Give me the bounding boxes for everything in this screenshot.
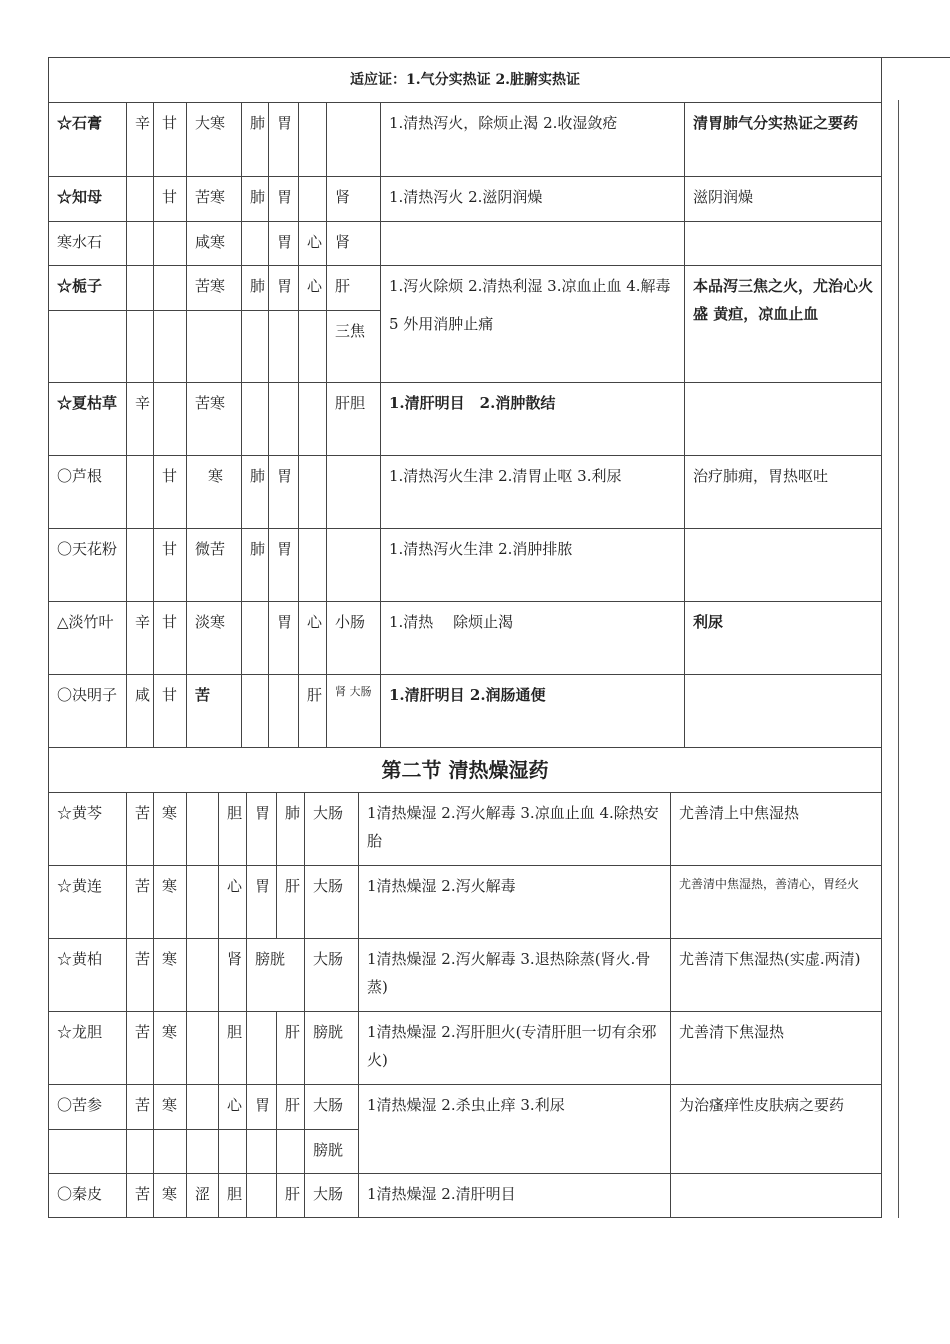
meridian: 心 [219,866,247,939]
herb-name: 寒水石 [49,222,127,266]
nature: 寒 [187,456,242,529]
meridian: 胆 [219,793,247,866]
section2-table [48,747,882,1218]
meridian: 肝 [277,1012,305,1085]
nature: 苦 [187,675,242,748]
flavor [187,939,219,1012]
note-cell: 为治瘙痒性皮肤病之要药 [671,1085,882,1174]
nature: 寒 [154,939,187,1012]
table-row [49,177,882,222]
flavor: 涩 [187,1174,219,1218]
meridian [299,456,327,529]
meridian: 膀胱 [305,1130,359,1174]
nature: 大寒 [187,103,242,177]
note-cell: 利尿 [685,602,882,675]
nature: 苦寒 [187,177,242,222]
nature: 寒 [154,793,187,866]
meridian: 胆 [219,1012,247,1085]
flavor: 苦 [127,939,154,1012]
meridian [327,456,381,529]
herb-name: 〇天花粉 [49,529,127,602]
meridian: 胃 [269,103,299,177]
nature: 苦寒 [187,383,242,456]
meridian: 胃 [269,602,299,675]
herb-name: ☆黄柏 [49,939,127,1012]
note-cell: 清胃肺气分实热证之要药 [685,103,882,177]
flavor [187,1085,219,1130]
note-cell: 尤善清中焦湿热，善清心，胃经火 [671,866,882,939]
action-cell: 1清热燥湿 2.泻火解毒 3.凉血止血 4.除热安胎 [359,793,671,866]
table-row [49,103,882,177]
table-row [49,866,882,939]
flavor [154,266,187,311]
meridian: 肝胆 [327,383,381,456]
action-cell [381,266,685,383]
meridian: 肝 [327,266,381,311]
meridian [299,103,327,177]
meridian: 大肠 [305,866,359,939]
action-cell [381,222,685,266]
flavor [127,222,154,266]
meridian [269,675,299,748]
meridian: 胃 [247,866,277,939]
action-cell: 1.清热泻火，除烦止渴 2.收湿敛疮 [381,103,685,177]
meridian: 肝 [299,675,327,748]
flavor [187,866,219,939]
meridian [327,103,381,177]
flavor: 甘 [154,602,187,675]
meridian: 胃 [269,456,299,529]
note-cell: 本品泻三焦之火，尤治心火盛 黄疸，凉血止血 [685,266,882,383]
nature: 淡寒 [187,602,242,675]
nature: 苦寒 [187,266,242,311]
table-row [49,602,882,675]
nature: 寒 [154,866,187,939]
meridian [242,222,269,266]
table-row [49,1174,882,1218]
table-row [49,222,882,266]
meridian: 肺 [242,266,269,311]
meridian: 心 [299,266,327,311]
action-line: 5 外用消肿止痛 [389,315,494,333]
action-cell: 1清热燥湿 2.泻火解毒 3.退热除蒸(肾火.骨蒸) [359,939,671,1012]
meridian: 胃 [269,529,299,602]
meridian: 肝 [277,1174,305,1218]
flavor: 苦 [127,1174,154,1218]
meridian: 肺 [242,456,269,529]
flavor: 辛 [127,602,154,675]
flavor: 甘 [154,177,187,222]
table-row [49,529,882,602]
flavor [127,266,154,311]
herb-name: 〇秦皮 [49,1174,127,1218]
flavor: 咸 [127,675,154,748]
flavor [127,177,154,222]
action-cell: 1.清肝明目 2.润肠通便 [381,675,685,748]
action-cell: 1清热燥湿 2.杀虫止痒 3.利尿 [359,1085,671,1174]
table-row [49,793,882,866]
meridian: 肾 大肠 [327,675,381,748]
meridian [299,177,327,222]
meridian: 膀胱 [247,939,305,1012]
nature: 微苦 [187,529,242,602]
meridian: 肝 [277,866,305,939]
note-cell: 滋阴润燥 [685,177,882,222]
right-rule [898,100,899,1218]
table-row [49,1085,882,1130]
flavor: 甘 [154,103,187,177]
herb-name: 〇决明子 [49,675,127,748]
flavor: 甘 [154,456,187,529]
action-cell: 1.清肝明目 2.消肿散结 [381,383,685,456]
herb-name: ☆知母 [49,177,127,222]
flavor [154,383,187,456]
herb-name: 〇苦参 [49,1085,127,1130]
note-cell [685,675,882,748]
action-cell: 1.清热 除烦止渴 [381,602,685,675]
flavor: 苦 [127,793,154,866]
section1-table [48,57,882,748]
meridian [299,529,327,602]
meridian: 大肠 [305,793,359,866]
note-cell: 尤善清上中焦湿热 [671,793,882,866]
meridian: 小肠 [327,602,381,675]
flavor [187,793,219,866]
action-cell: 1清热燥湿 2.清肝明目 [359,1174,671,1218]
flavor: 甘 [154,675,187,748]
meridian: 胃 [269,177,299,222]
table-row [49,456,882,529]
meridian: 胃 [269,266,299,311]
herb-name: ☆石膏 [49,103,127,177]
table-row [49,675,882,748]
herb-name: ☆栀子 [49,266,127,311]
meridian: 胃 [269,222,299,266]
meridian: 心 [219,1085,247,1130]
meridian [242,675,269,748]
herb-name: △淡竹叶 [49,602,127,675]
flavor: 苦 [127,1012,154,1085]
flavor: 甘 [154,529,187,602]
meridian [299,383,327,456]
flavor [154,222,187,266]
section-title: 第二节 清热燥湿药 [49,748,882,793]
meridian: 大肠 [305,1174,359,1218]
nature: 寒 [154,1174,187,1218]
action-line: 1.泻火除烦 2.清热利湿 3.凉血止血 4.解毒 [389,277,671,295]
herb-table-page [48,57,881,1218]
flavor: 苦 [127,866,154,939]
action-cell: 1清热燥湿 2.泻火解毒 [359,866,671,939]
meridian: 肝 [277,1085,305,1130]
flavor: 辛 [127,103,154,177]
meridian [269,383,299,456]
meridian: 大肠 [305,939,359,1012]
note-cell: 治疗肺痈，胃热呕吐 [685,456,882,529]
herb-name: ☆夏枯草 [49,383,127,456]
note-cell [685,383,882,456]
meridian: 肺 [242,177,269,222]
nature: 寒 [154,1012,187,1085]
flavor [187,1012,219,1085]
meridian: 胆 [219,1174,247,1218]
note-cell [671,1174,882,1218]
herb-name: 〇芦根 [49,456,127,529]
meridian: 肾 [327,177,381,222]
flavor [127,456,154,529]
table-row [49,939,882,1012]
note-cell [685,529,882,602]
meridian: 膀胱 [305,1012,359,1085]
action-cell: 1.清热泻火生津 2.清胃止呕 3.利尿 [381,456,685,529]
meridian: 肾 [219,939,247,1012]
meridian [242,383,269,456]
note-cell [685,222,882,266]
meridian: 肾 [327,222,381,266]
flavor: 辛 [127,383,154,456]
meridian: 心 [299,222,327,266]
note-cell: 尤善清下焦湿热 [671,1012,882,1085]
meridian: 胃 [247,1085,277,1130]
meridian [242,602,269,675]
action-cell: 1.清热泻火 2.滋阴润燥 [381,177,685,222]
meridian [247,1174,277,1218]
meridian: 胃 [247,793,277,866]
meridian: 大肠 [305,1085,359,1130]
table-row [49,266,882,311]
herb-name: ☆龙胆 [49,1012,127,1085]
meridian [327,529,381,602]
herb-name: ☆黄芩 [49,793,127,866]
nature: 咸寒 [187,222,242,266]
flavor: 苦 [127,1085,154,1130]
meridian: 肺 [277,793,305,866]
meridian: 三焦 [327,311,381,383]
action-cell: 1.清热泻火生津 2.消肿排脓 [381,529,685,602]
nature: 寒 [154,1085,187,1130]
herb-name: ☆黄连 [49,866,127,939]
meridian: 肺 [242,529,269,602]
meridian: 心 [299,602,327,675]
table-row [49,1012,882,1085]
indication-header: 适应证：1.气分实热证 2.脏腑实热证 [49,58,882,103]
meridian: 肺 [242,103,269,177]
table-row [49,383,882,456]
meridian [247,1012,277,1085]
action-cell: 1清热燥湿 2.泻肝胆火(专清肝胆一切有余邪火) [359,1012,671,1085]
note-cell: 尤善清下焦湿热(实虚.两清) [671,939,882,1012]
flavor [127,529,154,602]
